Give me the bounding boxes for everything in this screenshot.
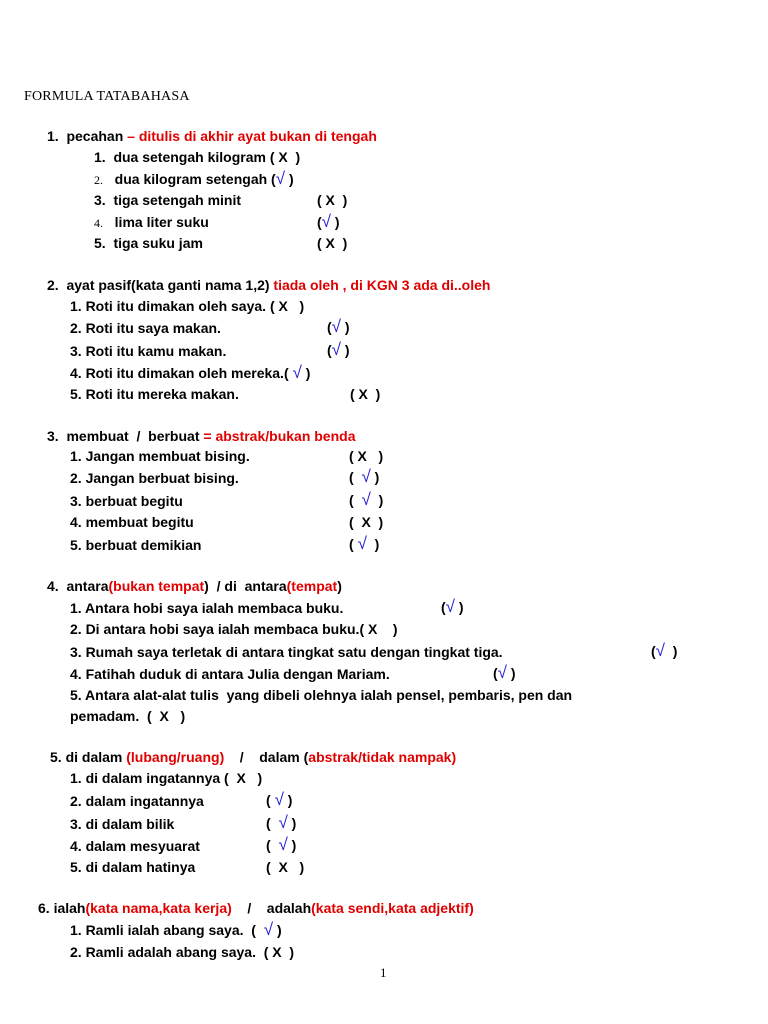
answer-mark: ( √ ) [266, 813, 297, 832]
section-1-heading: 1. pecahan – ditulis di akhir ayat bukan di tengah [47, 128, 377, 144]
section-6-heading: 6. ialah(kata nama,kata kerja) / adalah(kata sendi,kata adjektif) [38, 900, 474, 916]
list-item: 1. Antara hobi saya ialah membaca buku. [70, 600, 344, 616]
list-item: 4. Fatihah duduk di antara Julia dengan Mariam. [70, 666, 390, 682]
list-item: 1. Jangan membuat bising. [70, 448, 250, 464]
list-item: 2. dua kilogram setengah (√ ) [94, 169, 294, 188]
section-2-heading: 2. ayat pasif(kata ganti nama 1,2) tiada oleh , di KGN 3 ada di..oleh [47, 277, 491, 293]
answer-mark: ( X ) [349, 448, 384, 464]
list-item: 3. berbuat begitu [70, 493, 183, 509]
list-item: 4. dalam mesyuarat [70, 838, 200, 854]
list-item: 5. Antara alat-alat tulis yang dibeli olehnya ialah pensel, pembaris, pen dan [70, 687, 573, 703]
list-item: 2. dalam ingatannya [70, 793, 204, 809]
check-icon: √ [278, 813, 288, 832]
check-icon: √ [331, 317, 342, 336]
check-icon: √ [263, 920, 274, 939]
section-3-heading: 3. membuat / berbuat = abstrak/bukan benda [47, 428, 356, 444]
check-icon: √ [361, 490, 371, 509]
list-item: 3. di dalam bilik [70, 816, 175, 832]
check-icon: √ [275, 169, 286, 188]
check-icon: √ [274, 790, 284, 809]
list-item-continuation: pemadam. ( X ) [70, 708, 186, 724]
answer-mark: ( √ ) [266, 790, 293, 809]
list-item: 3. Roti itu kamu makan. [70, 343, 227, 359]
list-item: 2. Roti itu saya makan. [70, 320, 221, 336]
section-4-heading: 4. antara(bukan tempat) / di antara(tempat) [47, 578, 342, 594]
check-icon: √ [361, 467, 371, 486]
answer-mark: ( √ ) [349, 490, 384, 509]
list-item: 1. di dalam ingatannya ( X ) [70, 770, 263, 786]
answer-mark: ( X ) [350, 386, 381, 402]
list-item: 3. Rumah saya terletak di antara tingkat satu dengan tingkat tiga. [70, 644, 503, 660]
list-item: 4. membuat begitu [70, 514, 194, 530]
answer-mark: ( X ) [266, 859, 305, 875]
answer-mark: (√ ) [651, 641, 678, 660]
list-item: 3. tiga setengah minit [94, 192, 242, 208]
list-item: 4. lima liter suku [94, 214, 209, 230]
answer-mark: ( X ) [349, 514, 384, 530]
list-item: 5. Roti itu mereka makan. [70, 386, 239, 402]
check-icon: √ [321, 212, 332, 231]
answer-mark: ( √ ) [349, 467, 380, 486]
answer-mark: (√ ) [441, 597, 464, 616]
document-title: FORMULA TATABAHASA [24, 89, 190, 104]
check-icon: √ [497, 663, 508, 682]
list-item: 5. tiga suku jam [94, 235, 203, 251]
answer-mark: ( √ ) [266, 835, 297, 854]
answer-mark: (√ ) [327, 317, 350, 336]
answer-mark: ( X ) [317, 235, 348, 251]
check-icon: √ [357, 534, 367, 553]
list-item: 5. di dalam hatinya [70, 859, 196, 875]
answer-mark: ( √ ) [349, 534, 380, 553]
list-item: 4. Roti itu dimakan oleh mereka.( √ ) [70, 363, 311, 382]
list-item: 2. Di antara hobi saya ialah membaca buku.( X ) [70, 621, 398, 637]
answer-mark: (√ ) [327, 340, 350, 359]
answer-mark: (√ ) [493, 663, 516, 682]
list-item: 5. berbuat demikian [70, 537, 202, 553]
answer-mark: ( X ) [317, 192, 348, 208]
list-item: 1. Ramli ialah abang saya. ( √ ) [70, 920, 282, 939]
list-item: 1. dua setengah kilogram ( X ) [94, 149, 301, 165]
check-icon: √ [278, 835, 288, 854]
section-5-heading: 5. di dalam (lubang/ruang) / dalam (abstrak/tidak nampak) [50, 749, 457, 765]
answer-mark: (√ ) [317, 212, 340, 231]
check-icon: √ [331, 340, 342, 359]
list-item: 2. Jangan berbuat bising. [70, 470, 239, 486]
check-icon: √ [292, 363, 302, 382]
check-icon: √ [445, 597, 456, 616]
list-item: 1. Roti itu dimakan oleh saya. ( X ) [70, 298, 305, 314]
list-item: 2. Ramli adalah abang saya. ( X ) [70, 944, 295, 960]
check-icon: √ [655, 641, 666, 660]
page-number: 1 [380, 965, 387, 980]
